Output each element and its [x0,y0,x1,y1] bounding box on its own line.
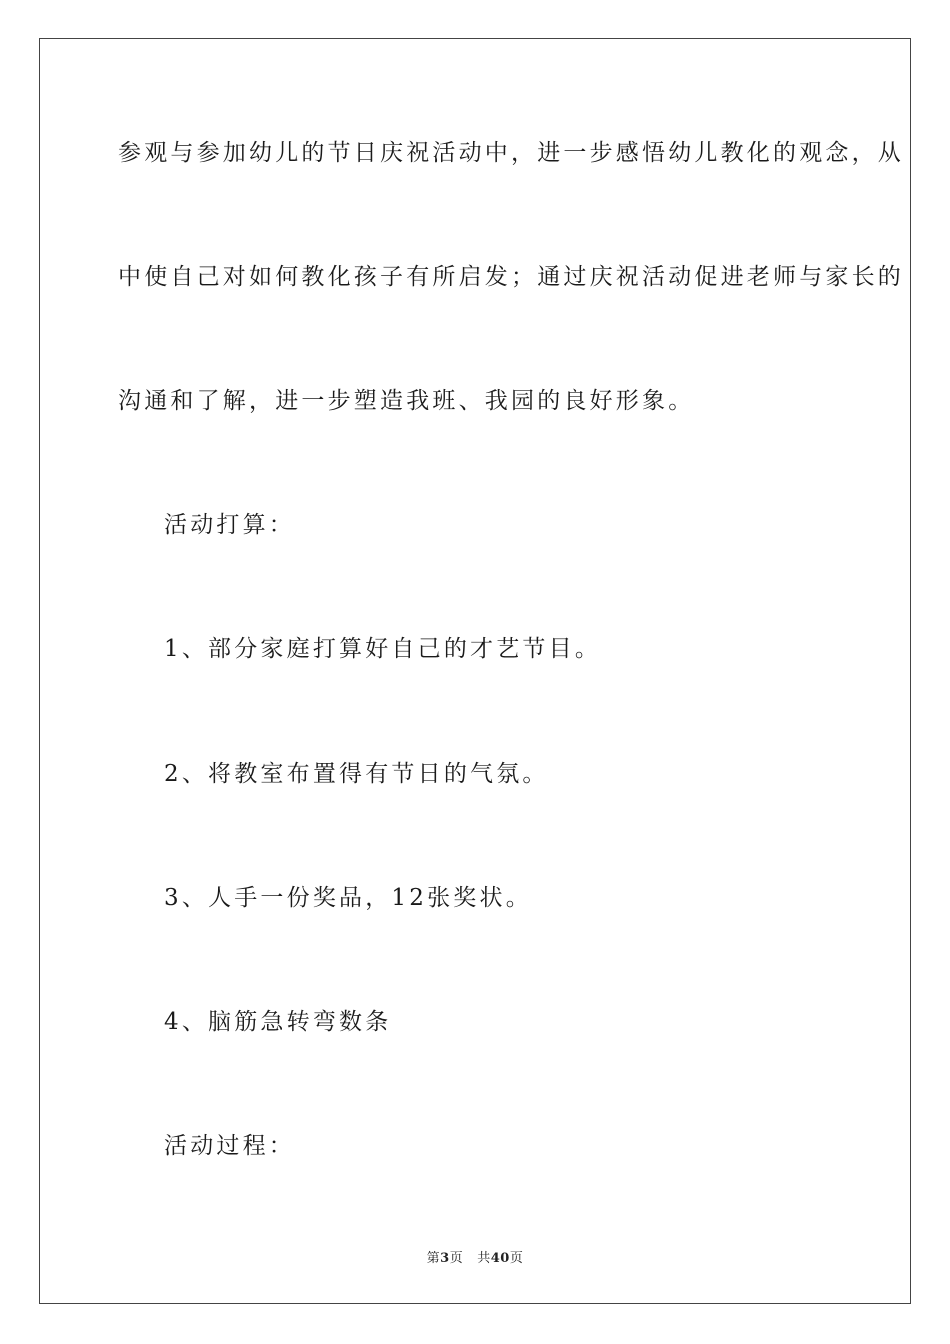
body-line-2: 中使自己对如何教化孩子有所启发；通过庆祝活动促进老师与家长的 [118,264,904,290]
section-heading-preparation: 活动打算： [164,512,295,538]
page-footer [0,1247,950,1266]
section-heading-process: 活动过程： [164,1133,295,1159]
list-item: 3、人手一份奖品，12张奖状。 [164,885,532,911]
footer-page-prefix: 第 [426,1251,441,1266]
page-border [39,38,911,1304]
body-line-3: 沟通和了解，进一步塑造我班、我园的良好形象。 [118,388,695,414]
footer-total-pages: 40 [490,1251,510,1266]
body-line-1: 参观与参加幼儿的节日庆祝活动中，进一步感悟幼儿教化的观念，从 [118,140,904,166]
list-item: 4、脑筋急转弯数条 [164,1009,392,1035]
footer-page-suffix: 页 [449,1251,464,1266]
footer-total-suffix: 页 [509,1251,524,1266]
footer-total-prefix: 共 [477,1251,491,1266]
list-item: 1、部分家庭打算好自己的才艺节目。 [164,636,602,662]
footer-page-number: 3 [440,1251,450,1266]
list-item: 2、将教室布置得有节日的气氛。 [164,761,549,787]
